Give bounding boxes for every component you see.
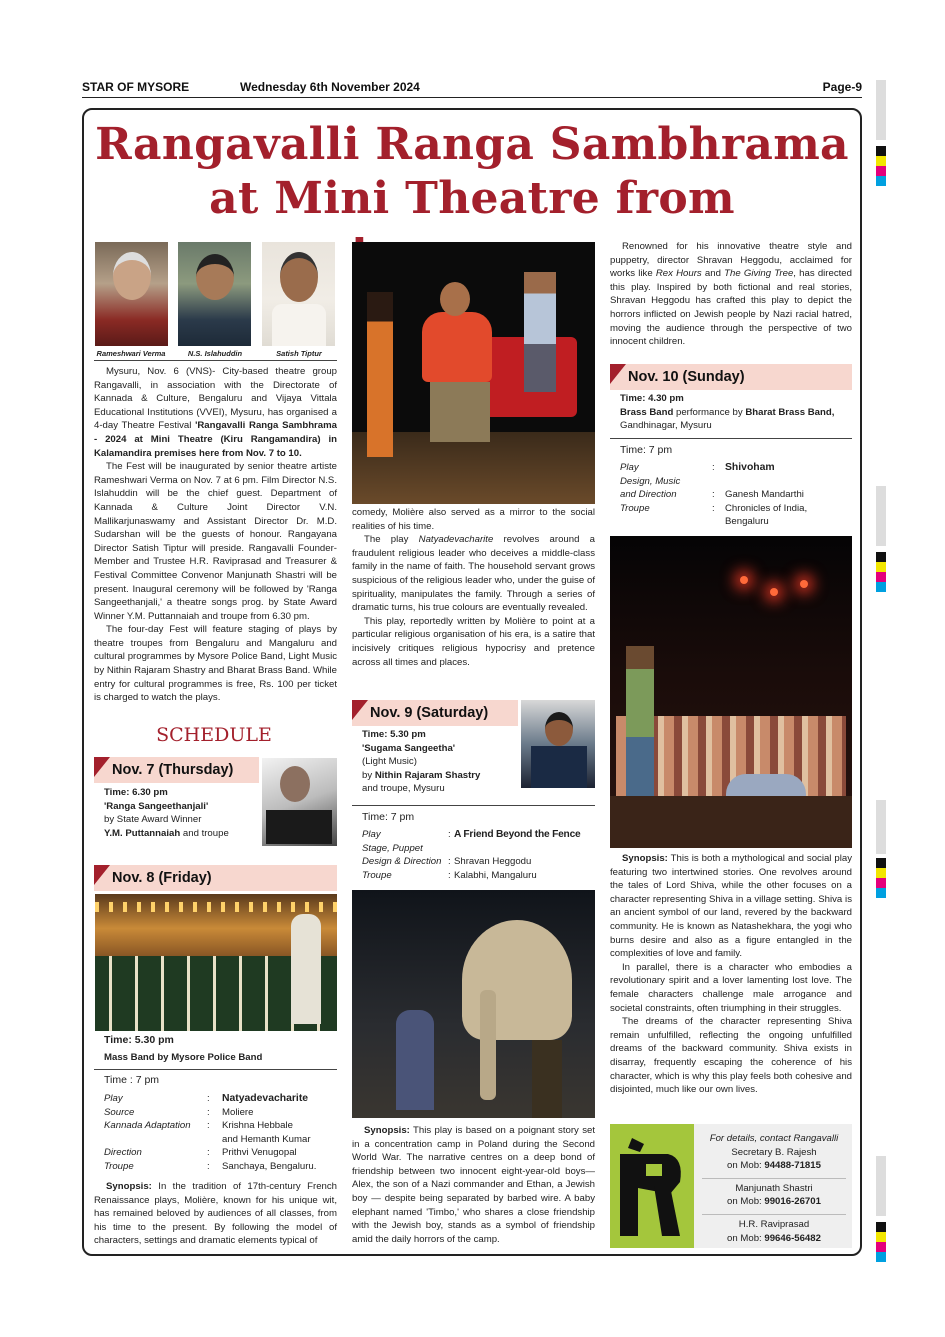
nov7-details [104,786,264,840]
caption-tiptur: Satish Tiptur [276,349,322,358]
color-registration-marks [876,858,886,898]
caption-islahuddin: N.S. Islahuddin [187,349,243,358]
nov8-band: Time: 5.30 pm Mass Band by Mysore Police Band [104,1034,337,1064]
nov10-time-1: Time: 4.30 pm [620,393,684,404]
nov8-band-org: Mysore Police Band [171,1051,263,1063]
contact-box [610,1124,852,1248]
nov8-play-table: Play : Natyadevacharite Source : Moliere Kannada Adaptation : Krishna Hebbale and Hemanth Kumar Direction : Prithvi Venugopal Troupe : Sanchaya, Bengaluru. [104,1093,317,1172]
article-p1: Mysuru, Nov. 6 (VNS)- City-based theatre group Rangavalli, in association with the Directorate of Kannada & Culture, Bengaluru and Vijaya Vittala Educational Institutions (VVEI), Mysuru, has organised a 4-day Theatre Festival [94,366,337,432]
day-header-nov7: Nov. 7 (Thursday) [94,757,259,783]
nov8-synopsis: Synopsis: In the tradition of 17th-century French Renaissance plays, Molière, known for his unique wit, has remained beloved by audiences of all classes, from his time to the present. By following the model of characters, settings and dramatic elements typical of [94,1181,337,1247]
day-header-nov9: Nov. 9 (Saturday) [352,700,518,726]
nov10-brass-band: Time: 4.30 pm Brass Band performance by Bharat Brass Band, Gandhinagar, Mysuru [620,392,852,433]
caption-rameshwari: Rameshwari Verma [96,349,166,358]
margin-strip [876,800,886,854]
nov7-program: 'Ranga Sangeethanjali' [104,800,209,812]
nov9-time-1: Time: 5.30 pm [362,729,426,740]
article-intro [94,365,337,705]
page-number: Page-9 [822,80,862,94]
divider [352,805,595,806]
divider [94,360,337,361]
nov10-play-table: Play : Shivoham Design, Music and Direction : Ganesh Mandarthi Troupe : Chronicles of India, Bengaluru [620,462,808,528]
nov9-performer: Nithin Rajaram Shastry [374,769,481,781]
article-p2: The Fest will be inaugurated by senior theatre artiste Rameshwari Verma on Nov. 7 at 6 pm. Film Director N.S. Islahuddin will be the chief guest. Department of Kannada & Culture Joint Director V.N. Mallikarjunaswamy and Assistant Director Dr. M.D. Sudarshan will be the guests of honour. Rangayana Director Satish Tiptur will preside. Rangavalli Founder-Member and Trustee H.R. Raviprasad and Treasurer & Festival Committee Convenor Manjunath Shastri will be present. Inaugural ceremony will be followed by 'Ranga Sangeethanjali,' a theatre songs prog. by State Award Winner Y.M. Puttannaiah and troupe from 6.30 pm. [94,461,337,622]
nov10-time-2: Time: 7 pm [620,444,673,456]
nov8-play-title: Natyadevacharite [222,1093,309,1104]
phone-raviprasad: 99646-56482 [764,1232,821,1244]
shravan-heggodu-text: Renowned for his innovative theatre style and puppetry, director Shravan Heggodu, acclaimed for works like Rex Hours and The Giving Tree, has directed this play. Inspired by both fictional and real stories, Shravan Heggodu has crafted this play to depict the horrors inflicted on Jewish people by Nazi racial hatred, moving the audience through the perspective of two innocent children. [610,241,852,348]
contact-heading: For details, contact Rangavalli [709,1133,839,1144]
color-registration-marks [876,1222,886,1262]
phone-rajesh: 94488-71815 [764,1160,821,1172]
nov7-performer: Y.M. Puttannaiah [104,827,181,839]
nov8-band-name: Mass Band [104,1051,155,1063]
color-registration-marks [876,552,886,592]
issue-date: Wednesday 6th November 2024 [240,80,420,94]
rangavalli-logo [610,1124,694,1248]
photo-shivoham-stage [610,536,852,848]
contact-details: For details, contact Rangavalli Secretary B. Rajesh on Mob: 94488-71815 Manjunath Shastri on Mob: 99016-26701 H.R. Raviprasad on Mob: 99646-56482 [702,1132,846,1245]
margin-strip [876,80,886,140]
nov7-troupe: and troupe [180,827,229,839]
headline-line-1: Rangavalli Ranga Sambhrama [95,119,849,170]
day-header-nov8: Nov. 8 (Friday) [94,865,337,891]
natyadevacharite-text: comedy, Molière also served as a mirror to the social realities of his time. The play Natyadevacharite revolves around a fraudulent religious leader who deceives a middle-class family in the name of faith. The household servant grows suspicious of the religious leader who, under the guise of spirituality, manipulates the family. Through a series of dramatic turns, his true colours are eventually revealed. This play, reportedly written by Molière to point at a particular religious organisation of his era, is a satire that incisively critiques religious hypocrisy and pretence across all times and places. [352,507,595,668]
nov8-time-1: Time: 5.30 pm [104,1034,174,1046]
nov7-by: by State Award Winner [104,814,202,826]
divider [610,438,852,439]
portrait-satish-tiptur [262,242,335,346]
article-p3: The four-day Fest will feature staging of plays by theatre troupes from Bengaluru and Mangaluru and cultural programmes by Mysore Police Band, Light Music by Nithin Rajaram Shastry and Bharat Brass Band. While entry for cultural programmes is free, Rs. 100 per ticket is charged to watch the plays. [94,624,337,704]
color-registration-marks [876,146,886,186]
nov9-time-2: Time: 7 pm [362,811,415,823]
divider [94,1069,337,1070]
day-header-nov10: Nov. 10 (Sunday) [610,364,852,390]
portrait-rameshwari-verma [95,242,168,346]
photo-puttannaiah [262,758,337,846]
nov9-program: 'Sugama Sangeetha' [362,742,456,754]
article-p1-bold: 'Rangavalli Ranga Sambhrama - 2024 at Mini Theatre (Kiru Rangamandira) in Kalamandira premises here from Nov. 7 to 10. [94,420,337,459]
portrait-ns-islahuddin [178,242,251,346]
nov7-time: Time: 6.30 pm [104,787,168,798]
publication-name: STAR OF MYSORE [82,80,190,94]
masthead [82,78,862,98]
schedule-heading: SCHEDULE [156,724,272,746]
margin-strip [876,486,886,546]
photo-nithin-shastry [521,700,595,788]
nov8-time-2: Time : 7 pm [104,1074,160,1086]
rangavalli-logo-icon [610,1124,694,1248]
nov10-band-name: Brass Band [620,406,674,418]
margin-strip [876,1156,886,1216]
photo-natyadevacharite-stage [352,242,595,504]
photo-friend-beyond-fence [352,890,595,1118]
phone-manjunath: 99016-26701 [764,1196,821,1208]
nov9-play-table: Play : A Friend Beyond the Fence Stage, Puppet Design & Direction : Shravan Heggodu Troupe : Kalabhi, Mangaluru [362,829,581,881]
nov10-synopsis: Synopsis: This is both a mythological and social play featuring two intertwined stories. One revolves around the tales of Lord Shiva, while the other focuses on a character representing Shiva in a village setting. Shiva is an ancient symbol of our land, revered by the backward community. He is known as Natashekhara, the yogi who burns desire and also as a figure entangled in the complexities of love and family. In parallel, there is a character who embodies a revolutionary spirit and a lover lamenting lost love. The female characters challenge male arrogance and societal constraints, often triumphing in their struggles. The dreams of the character representing Shiva remain unfulfilled, reflecting the ongoing unfulfilled dreams of the backward community. Shiva exists in disarray, frequently escaping the coherence of his character, which is why this play feels both cohesive and disjointed, much like our own lives. [610,853,852,1096]
photo-police-band [95,894,337,1031]
nov9-light-music: Time: 5.30 pm 'Sugama Sangeetha' (Light Music) by Nithin Rajaram Shastry and troupe, Mysuru [362,728,522,796]
nov10-band-org: Bharat Brass Band, [745,406,835,418]
nov9-play-title: A Friend Beyond the Fence [454,829,581,840]
nov10-play-title: Shivoham [725,462,775,473]
nov9-synopsis: Synopsis: This play is based on a poignant story set in a concentration camp in Poland during the Second World War. The narrative centres on a deep bond of friendship between two innocent eight-year-old boys—Alex, the son of a Nazi commander and Ethan, a Jewish boy — despite being separated by barbed wire. A baby elephant named 'Timbo,' who shares a close friendship with the Jewish boy, stands as a symbol of friendship amid the daily horrors of the camp. [352,1125,595,1245]
headline-line-2: at Mini Theatre from [209,173,735,224]
